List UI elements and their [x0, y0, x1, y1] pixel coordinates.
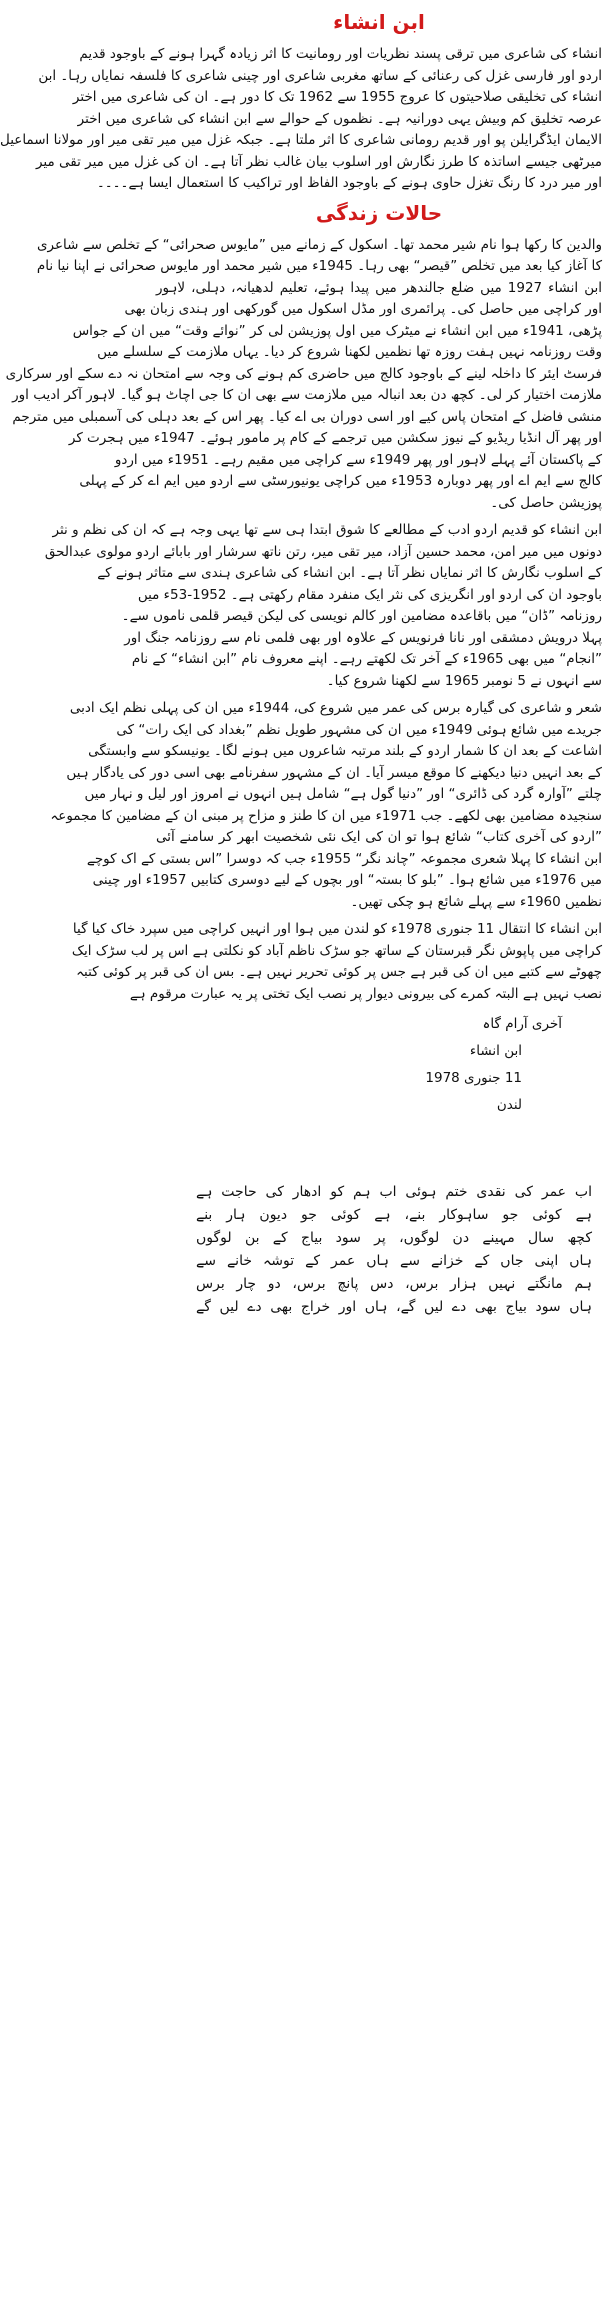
biography-paragraph: [44, 520, 602, 692]
text-line: ابن انشاء کا انتقال 11 جنوری 1978ء کو لندن میں ہوا اور انہیں کراچی میں سپرد خاک کیا گیا: [72, 921, 602, 937]
page-title: ابن انشاء: [333, 10, 425, 34]
text-line: جریدے میں شائع ہوئی 1949ء میں ان کی مشہور طویل نظم ”بغداد کی ایک رات“ کی: [116, 721, 602, 738]
inscription-line: 11 جنوری 1978: [425, 1070, 522, 1086]
text-line: ملازمت اختیار کر لی۔ کچھ دن بعد انبالہ میں ملازمت سے بھی ان کا جی اچاٹ ہو گیا۔ لاہور آکر ادیب اور: [12, 387, 602, 403]
text-line: سے انہوں نے 5 نومبر 1965 سے لکھنا شروع کیا۔: [326, 672, 602, 689]
text-line: سنجیدہ مضامین بھی لکھے۔ جب 1971ء میں ان کا طنز و مزاح پر مبنی ان کے مضامین کا مجموعہ: [50, 807, 602, 824]
inscription-line: لندن: [496, 1097, 522, 1113]
text-line: ”انجام“ میں بھی 1965ء کے آخر تک لکھتے رہے۔ اپنے معروف نام ”ابن انشاء“ کے نام: [131, 651, 602, 667]
text-line: ابن انشاء کا پہلا شعری مجموعہ ”چاند نگر“ 1955ء جب کہ دوسرا ”اس بستی کے اک کوچے: [86, 850, 602, 867]
text-line: اشاعت کے بعد ان کا شمار اردو کے بلند مرتبہ شاعروں میں ہونے لگا۔ یونیسکو سے وابستگی: [88, 743, 602, 759]
text-line: منشی فاضل کے امتحان پاس کیے اور اسی دوران بی اے کیا۔ پھر اس کے بعد دہلی کی آسمبلی میں مترجم: [12, 408, 602, 425]
text-line: ابن انشاء 1927 میں ضلع جالندھر میں پیدا ہوئے، تعلیم لدھیانہ، دہلی، لاہور: [156, 279, 602, 296]
text-line: والدین کا رکھا ہوا نام شیر محمد تھا۔ اسکول کے زمانے میں ”مایوس صحرائی“ کے تخلص سے شاعری: [36, 236, 602, 253]
text-line: شعر و شاعری کی گیارہ برس کی عمر میں شروع کی، 1944ء میں ان کی پہلی نظم ایک ادبی: [69, 700, 602, 716]
poem-line: ہم مانگتے نہیں ہزار برس، دس پانچ برس، دو چار برس: [196, 1276, 592, 1292]
poem-line: کچھ سال مہینے دن لوگوں، پر سود بیاج کے بن لوگوں: [196, 1230, 592, 1246]
text-line: پڑھی، 1941ء میں ابن انشاء نے میٹرک میں اول پوزیشن لی کر ”نوائے وقت“ میں ان کے جواس: [72, 322, 602, 339]
biography-paragraph: [5, 235, 602, 515]
text-line: الایمان ایڈگرایلن پو اور قدیم رومانی شاعری کا اثر ملتا ہے۔ جبکہ غزل میں میر تقی میر اور مولانا اسماعیل: [0, 132, 602, 148]
text-line: میں 1976ء میں شائع ہوا۔ ”بلو کا بستہ“ اور بچوں کے لیے دوسری کتابیں 1957ء اور چینی: [92, 872, 602, 888]
text-line: میرٹھی جیسے اساتذہ کا طرز نگارش اور اسلوب بیان غالب نظر آتا ہے۔ ان کی غزل میں میر تقی میر: [35, 153, 602, 170]
text-line: چلتے ”آوارہ گرد کی ڈائری“ اور ”دنیا گول ہے“ شامل ہیں انہوں نے امروز اور لیل و نہار میں: [84, 786, 602, 802]
text-line: دونوں میں میر امن، محمد حسین آزاد، میر تقی میر، رتن ناتھ سرشار اور بابائے اردو مولوی عبدالحق: [44, 543, 602, 560]
text-line: کے پاکستان آئے پہلے لاہور اور پھر 1949ء سے کراچی میں مقیم رہے۔ 1951ء میں اردو: [114, 451, 602, 468]
text-line: اور میر درد کا رنگ تغزل حاوی ہونے کے باوجود الفاظ اور تراکیب کا استعمال ایسا ہے۔۔۔۔: [96, 175, 602, 191]
poem-line: ہاں سود بیاج بھی دے لیں گے، ہاں اور خراج بھی دے لیں گے: [196, 1299, 592, 1315]
text-line: کراچی میں پاپوش نگر قبرستان کے ساتھ جو سڑک ناظم آباد کو نکلتی ہے اس پر لب سڑک ایک: [71, 942, 602, 959]
text-line: انشاء کی تخلیقی صلاحیتوں کا عروج 1955 سے 1962 تک کا دور ہے۔ ان کی شاعری میں اختر: [72, 89, 602, 105]
biography-section: [5, 235, 602, 1006]
poem-line: ہے کوئی جو ساہوکار بنے، ہے کوئی جو دیون ہار بنے: [196, 1207, 592, 1223]
text-line: ”اردو کی آخری کتاب“ شائع ہوا تو ان کی ایک نئی شخصیت ابھر کر سامنے آئی: [156, 829, 602, 845]
text-line: کے اسلوب نگارش کا اثر نمایاں نظر آتا ہے۔ ابن انشاء کی شاعری ہندی سے متاثر ہونے کے: [97, 565, 602, 581]
text-line: چھوٹے سے کتبے میں ان کی قبر ہے جس پر کوئی تحریر نہیں ہے۔ بس ان کی قبر پر کوئی کتبہ: [76, 964, 602, 980]
section-title: حالات زندگی: [315, 200, 443, 225]
poem-stanza: [156, 1181, 602, 1319]
text-line: فرسٹ ایئر کا داخلہ لینے کے باوجود کالج میں حاضری کم ہونے کی وجہ سے امتحان نہ دے سکے اور سرکاری: [5, 365, 602, 382]
text-line: اردو اور فارسی غزل کی رعنائی کے ساتھ مغربی شاعری اور چینی شاعری کا فلسفہ نمایاں رہا۔ ابن: [38, 67, 602, 84]
text-line: ابن انشاء کو قدیم اردو ادب کے مطالعے کا شوق ابتدا ہی سے تھا یہی وجہ ہے کہ ان کی نظم و نثر: [52, 522, 602, 538]
text-line: کالج سے ایم اے اور پھر دوبارہ 1953ء میں کراچی یونیورسٹی سے اردو میں ایم اے کر کے پہلی: [79, 473, 602, 489]
inscription-line: ابن انشاء: [469, 1043, 522, 1059]
grave-inscription: [156, 1011, 562, 1119]
text-line: کا آغاز کیا بعد میں تخلص ”قیصر“ بھی رہا۔ 1945ء میں شیر محمد اور مایوس صحرائی نے اپنا نیا نام: [36, 258, 602, 274]
poem-line: ہاں اپنی جاں کے خزانے سے ہاں عمر کے توشہ خانے سے: [196, 1253, 592, 1269]
inscription-line: آخری آرام گاہ: [482, 1016, 562, 1032]
biography-paragraph: [71, 919, 602, 1005]
text-line: نظمیں 1960ء سے پہلے شائع ہو چکی تھیں۔: [350, 893, 602, 910]
text-line: روزنامہ ”ڈان“ میں باقاعدہ مضامین اور کالم نویسی کی لیکن قیصر قلمی ناموں سے۔: [121, 608, 602, 624]
text-line: اور کراچی میں حاصل کی۔ پرائمری اور مڈل اسکول میں گورکھی اور ہندی زبان بھی: [124, 301, 602, 317]
text-line: نصب نہیں ہے البتہ کمرے کی بیرونی دیوار پر نصب ایک تختی پر یہ عبارت مرقوم ہے: [129, 985, 602, 1002]
text-line: اور پھر آل انڈیا ریڈیو کے نیوز سکشن میں ترجمے کے کام پر مامور ہوئے۔ 1947ء میں ہجرت کر: [68, 430, 602, 446]
text-line: انشاء کی شاعری میں ترقی پسند نظریات اور رومانیت کا اثر زیادہ گہرا ہونے کے باوجود قدیم: [79, 46, 602, 62]
text-line: پہلا درویش دمشقی اور نانا فرنویس کے علاوہ اور بھی فلمی نام سے روزنامہ جنگ اور: [124, 629, 602, 646]
poem-line: اب عمر کی نقدی ختم ہوئی اب ہم کو ادھار کی حاجت ہے: [196, 1184, 592, 1200]
text-line: پوزیشن حاصل کی۔: [490, 494, 602, 511]
text-line: کے بعد انہیں دنیا دیکھنے کا موقع میسر آیا۔ ان کے مشہور سفرنامے بھی اسی دور کی یادگار ہیں: [66, 764, 602, 781]
text-line: باوجود ان کی اردو اور انگریزی کی نثر ایک منفرد مقام رکھتی ہے۔ 1952-53ء میں: [137, 586, 602, 603]
text-line: وقت روزنامہ نہیں ہفت روزہ تھا نظمیں لکھنا شروع کر دیا۔ یہاں ملازمت کے سلسلے میں: [97, 344, 602, 360]
intro-paragraph: [0, 44, 602, 195]
text-line: عرصہ تخلیق کم وبیش یہی دورانیہ ہے۔ نظموں کے حوالے سے ابن انشاء کی شاعری میں اختر: [77, 110, 602, 127]
biography-paragraph: [50, 698, 602, 913]
